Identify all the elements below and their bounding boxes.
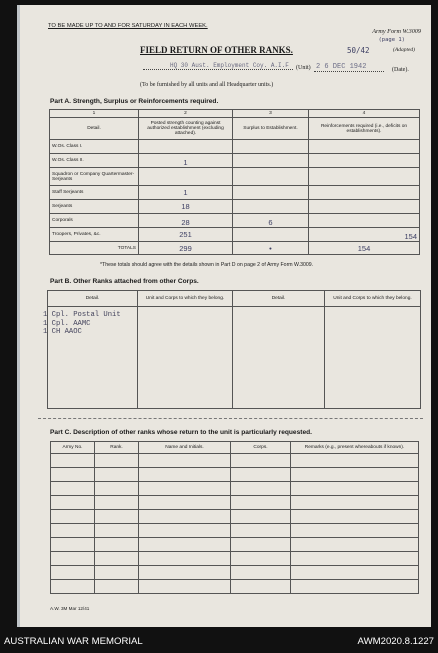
table-row [50,200,420,214]
date-dotted-line [314,71,384,72]
unit-dotted-line [143,69,293,70]
col-number: 1 [50,110,139,118]
furnish-note: (To be furnished by all units and all Headquarter units.) [140,82,274,88]
posted-cell [139,140,233,154]
row-detail: Corporals [50,214,139,228]
unit-label: (Unit) [296,65,311,71]
perforation-line [38,418,423,419]
row-detail: Squadron or Company Quartermaster-Serjeants [50,168,139,186]
row-detail: Staff Serjeants [50,186,139,200]
top-note: TO BE MADE UP TO AND FOR SATURDAY IN EACH WEEK. [48,23,208,29]
posted-cell: 1 [139,154,233,168]
col-header-remarks: Remarks (e.g., present whereabouts if known). [291,442,419,454]
surplus-cell [233,154,309,168]
col-number: 2 [139,110,233,118]
col-header-rank: Rank. [95,442,139,454]
army-form-number: Army Form W.3009 [372,28,421,35]
form-sheet [17,5,431,627]
col-number: 3 [233,110,309,118]
table-row [50,140,420,154]
reinforcement-cell [309,154,420,168]
reinforcement-cell [309,168,420,186]
archive-credit: AUSTRALIAN WAR MEMORIAL [4,636,143,647]
total-surplus: • [233,242,309,255]
posted-cell: 28 [139,214,233,228]
attached-entry: 1 Cpl. Postal Unit [43,311,121,319]
col-header-corps: Corps. [231,442,291,454]
row-detail: Serjeants [50,200,139,214]
date-label: (Date). [392,67,409,73]
reinforcement-cell [309,186,420,200]
col-header-reinforcements: Reinforcements required (i.e., deficits on establishments). [309,118,420,140]
attached-entry: 1 CH AAOC [43,328,82,336]
attached-entries [43,311,121,337]
table-row [50,168,420,186]
table-row [50,228,420,242]
reinforcement-cell [309,200,420,214]
adapted-note: (Adapted) [393,47,415,53]
part-b-heading: Part B. Other Ranks attached from other Corps. [50,278,199,285]
col-header-detail: Detail. [233,291,325,307]
surplus-cell [233,186,309,200]
surplus-cell [233,200,309,214]
catalogue-number: AWM2020.8.1227 [357,636,434,647]
attached-entry: 1 Cpl. AAMC [43,319,91,328]
reinforcement-cell [309,140,420,154]
surplus-cell [233,228,309,242]
table-row [50,154,420,168]
col-header-detail: Detail. [48,291,138,307]
col-header-posted: Posted strength counting against authorized establishment (excluding attached). [139,118,233,140]
posted-cell: 251 [139,228,233,242]
col-header-detail: Detail. [50,118,139,140]
reinforcement-cell [309,214,420,228]
print-code: A.W. 3M Mar 12/41 [50,606,90,611]
totals-row [50,242,420,255]
reinforcement-cell: 154 [309,228,420,242]
row-detail: Troopers, Privates, &c. [50,228,139,242]
part-c-heading: Part C. Description of other ranks whose return to the unit is particularly requested. [50,429,312,436]
table-row [50,214,420,228]
unit-stamp: HQ 30 Aust. Employment Coy. A.I.F [170,62,289,69]
part-a-heading: Part A. Strength, Surplus or Reinforcements required. [50,98,219,105]
totals-label: TOTALS [50,242,139,255]
form-serial: 50/42 [347,46,370,55]
strength-table [49,109,420,255]
total-reinforcements: 154 [309,242,420,255]
page-title: FIELD RETURN OF OTHER RANKS. [140,45,293,55]
requested-ranks-table [50,441,419,594]
date-stamp: 2 6 DEC 1942 [316,63,367,71]
table-row [50,186,420,200]
surplus-cell [233,168,309,186]
attached-table [47,290,421,409]
row-detail: W.Os. Class I. [50,140,139,154]
total-posted: 299 [139,242,233,255]
col-number: 4 [309,110,420,118]
col-header-surplus: Surplus to Establishment. [233,118,309,140]
col-header-unit-corps: Unit and Corps to which they belong. [138,291,233,307]
surplus-cell: 6 [233,214,309,228]
col-header-name: Name and Initials. [139,442,231,454]
col-header-unit-corps: Unit and Corps to which they belong. [325,291,421,307]
posted-cell: 1 [139,186,233,200]
surplus-cell [233,140,309,154]
posted-cell: 18 [139,200,233,214]
col-header-army-no: Army No. [51,442,95,454]
footer-bar [0,630,438,653]
totals-note: *These totals should agree with the details shown in Part D on page 2 of Army Form W.3009. [100,262,314,268]
posted-cell [139,168,233,186]
row-detail: W.Os. Class II. [50,154,139,168]
page-number: (page 1) [378,37,405,43]
